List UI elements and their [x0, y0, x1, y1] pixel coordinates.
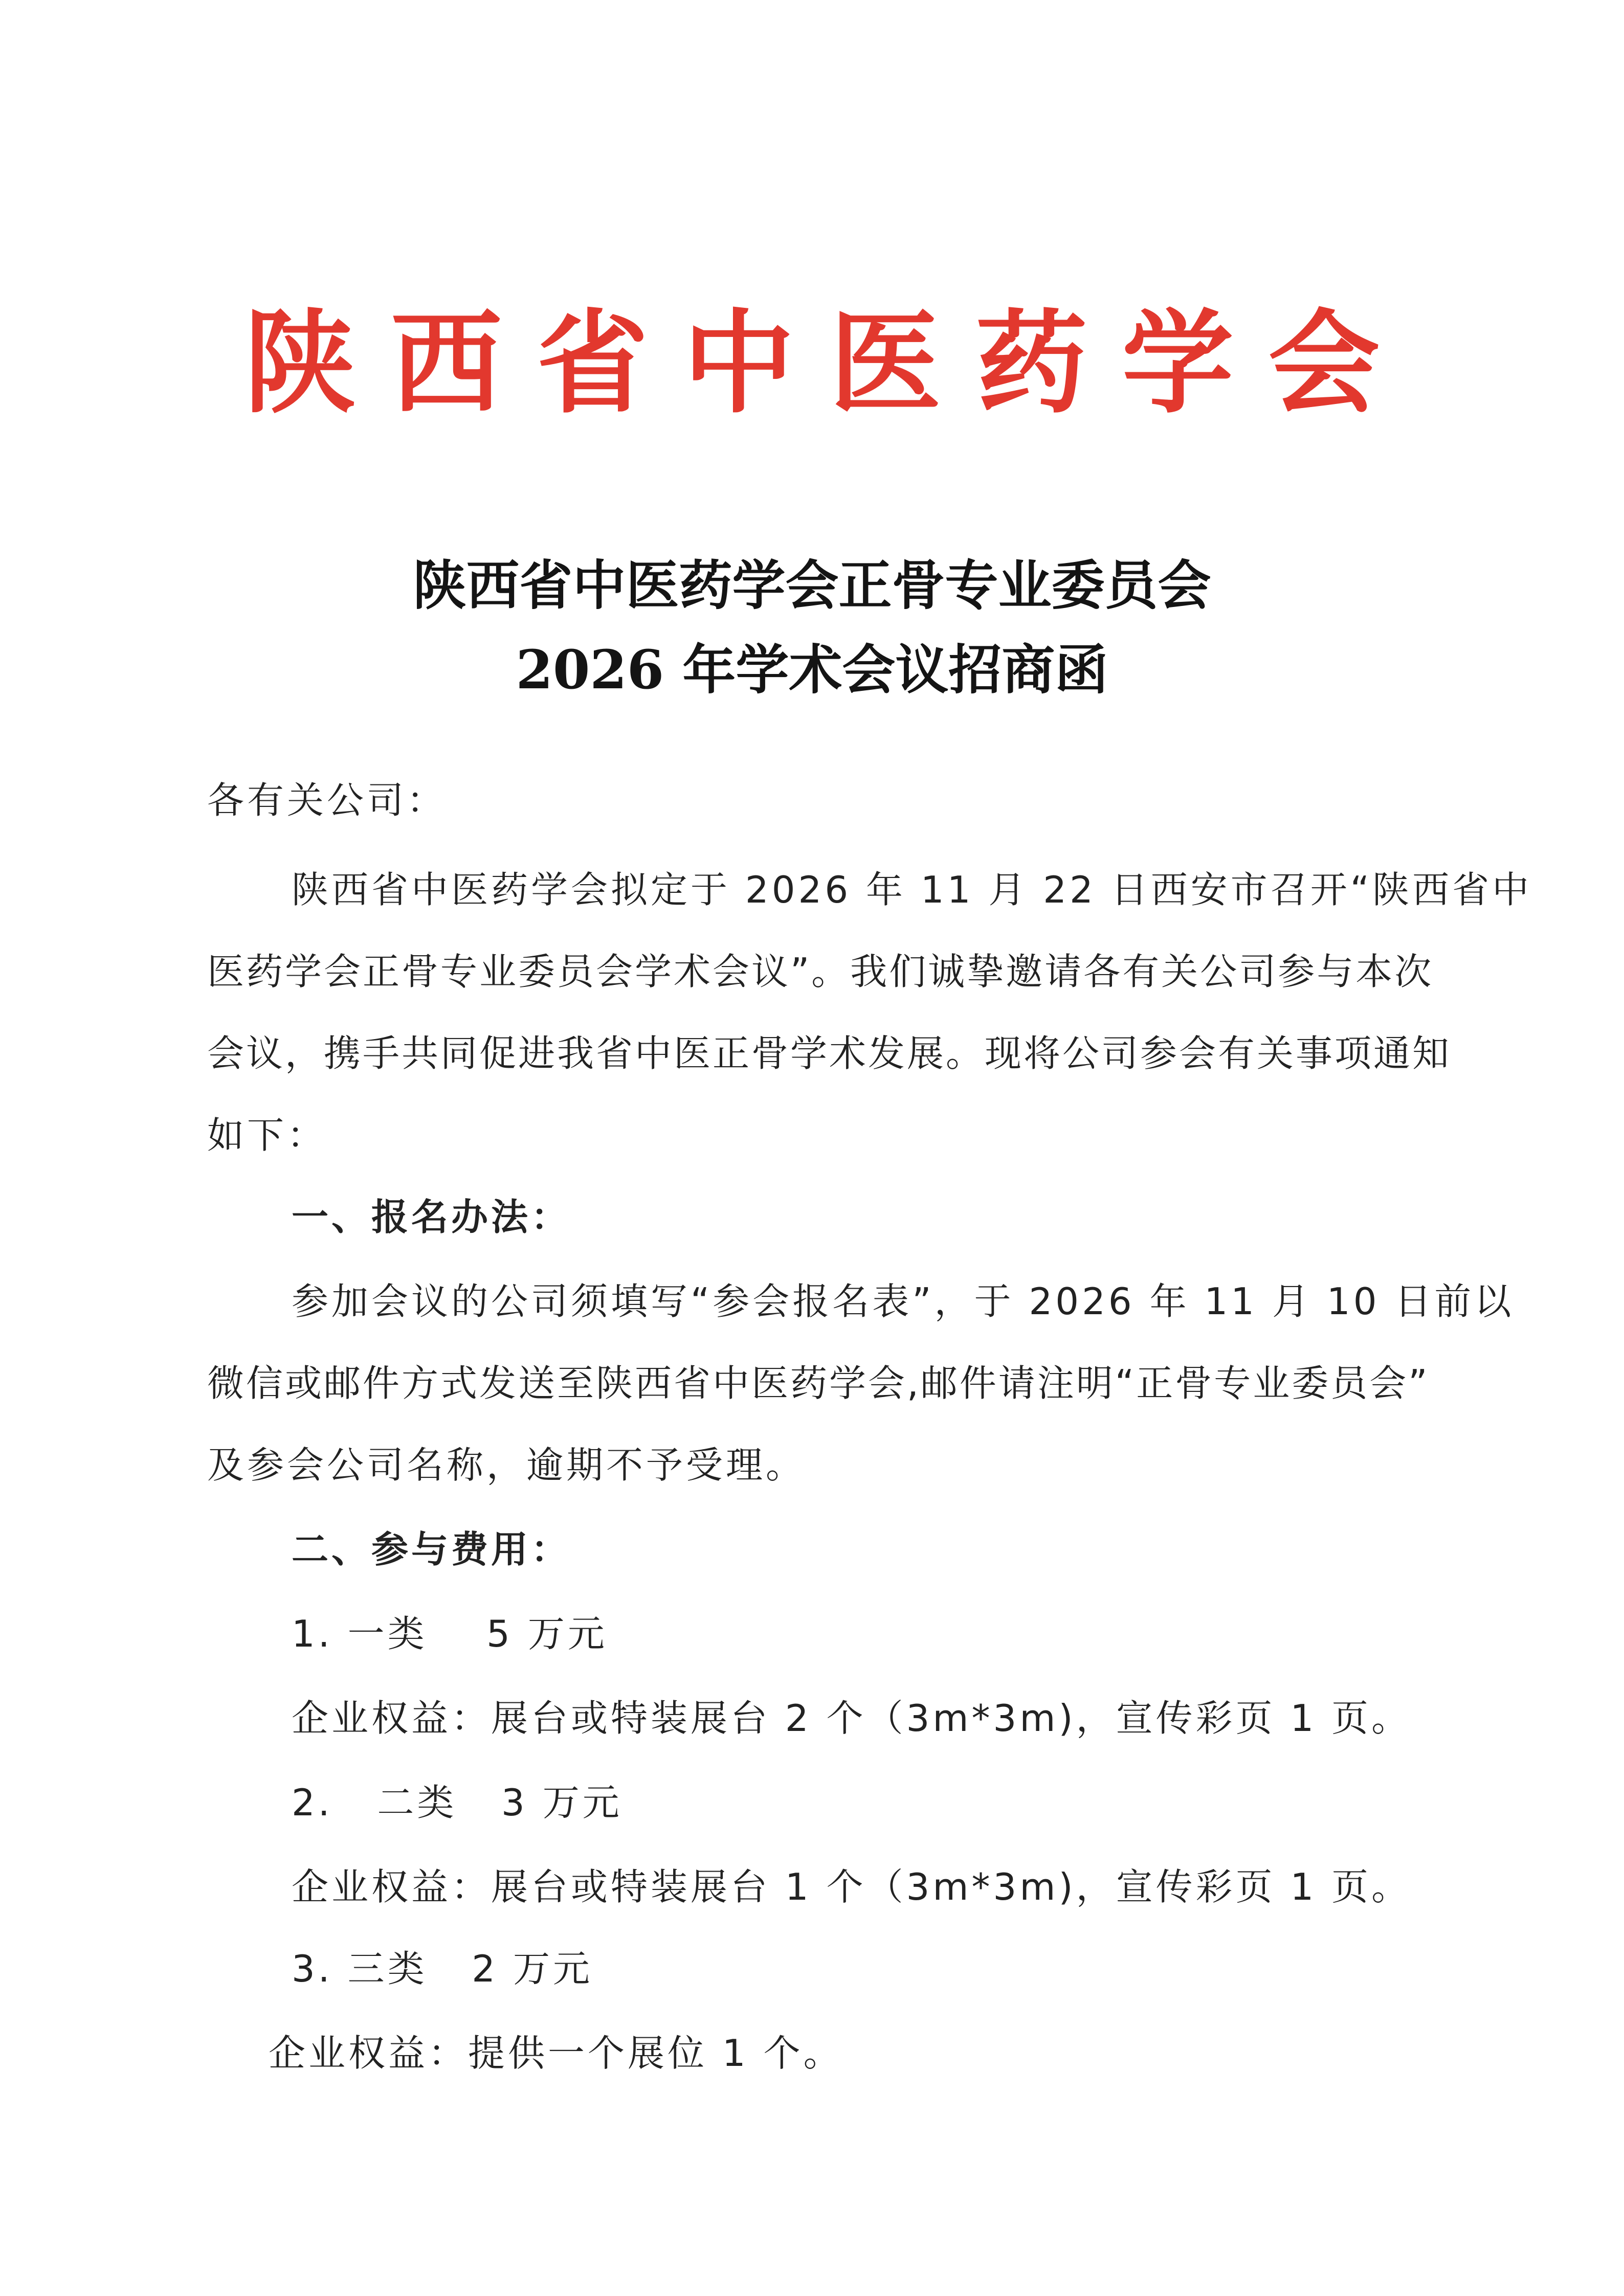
registration-line-2: 微信或邮件方式发送至陕西省中医药学会,邮件请注明“正骨专业委员会” — [207, 1362, 1430, 1405]
fee-tier-3-benefit: 企业权益：提供一个展位 1 个。 — [269, 2032, 843, 2075]
document-title-line-1: 陕西省中医药学会正骨专业委员会 — [413, 554, 1211, 617]
registration-line-1: 参加会议的公司须填写“参会报名表”，于 2026 年 11 月 10 日前以 — [292, 1280, 1515, 1323]
intro-line-1: 陕西省中医药学会拟定于 2026 年 11 月 22 日西安市召开“陕西省中 — [292, 868, 1532, 911]
registration-line-3: 及参会公司名称，逾期不予受理。 — [207, 1444, 806, 1487]
section-heading-registration: 一、报名办法： — [292, 1195, 571, 1239]
fee-tier-2-label: 2. 二类 3 万元 — [292, 1781, 622, 1824]
fee-tier-3-label: 3. 三类 2 万元 — [292, 1947, 593, 1990]
letterhead: 陕西省中医药学会 — [244, 298, 1415, 429]
section-heading-fees: 二、参与费用： — [292, 1527, 571, 1571]
intro-line-2: 医药学会正骨专业委员会学术会议”。我们诚挚邀请各有关公司参与本次 — [207, 950, 1434, 993]
fee-tier-2-benefit: 企业权益：展台或特装展台 1 个（3m*3m)，宣传彩页 1 页。 — [292, 1865, 1412, 1908]
intro-line-3: 会议，携手共同促进我省中医正骨学术发展。现将公司参会有关事项通知 — [207, 1032, 1452, 1075]
fee-tier-1-label: 1. 一类 5 万元 — [292, 1612, 608, 1655]
document-title-line-2: 2026 年学术会议招商函 — [516, 638, 1108, 701]
salutation: 各有关公司： — [207, 779, 447, 822]
intro-line-4: 如下： — [207, 1114, 327, 1157]
fee-tier-1-benefit: 企业权益：展台或特装展台 2 个（3m*3m)，宣传彩页 1 页。 — [292, 1697, 1412, 1740]
